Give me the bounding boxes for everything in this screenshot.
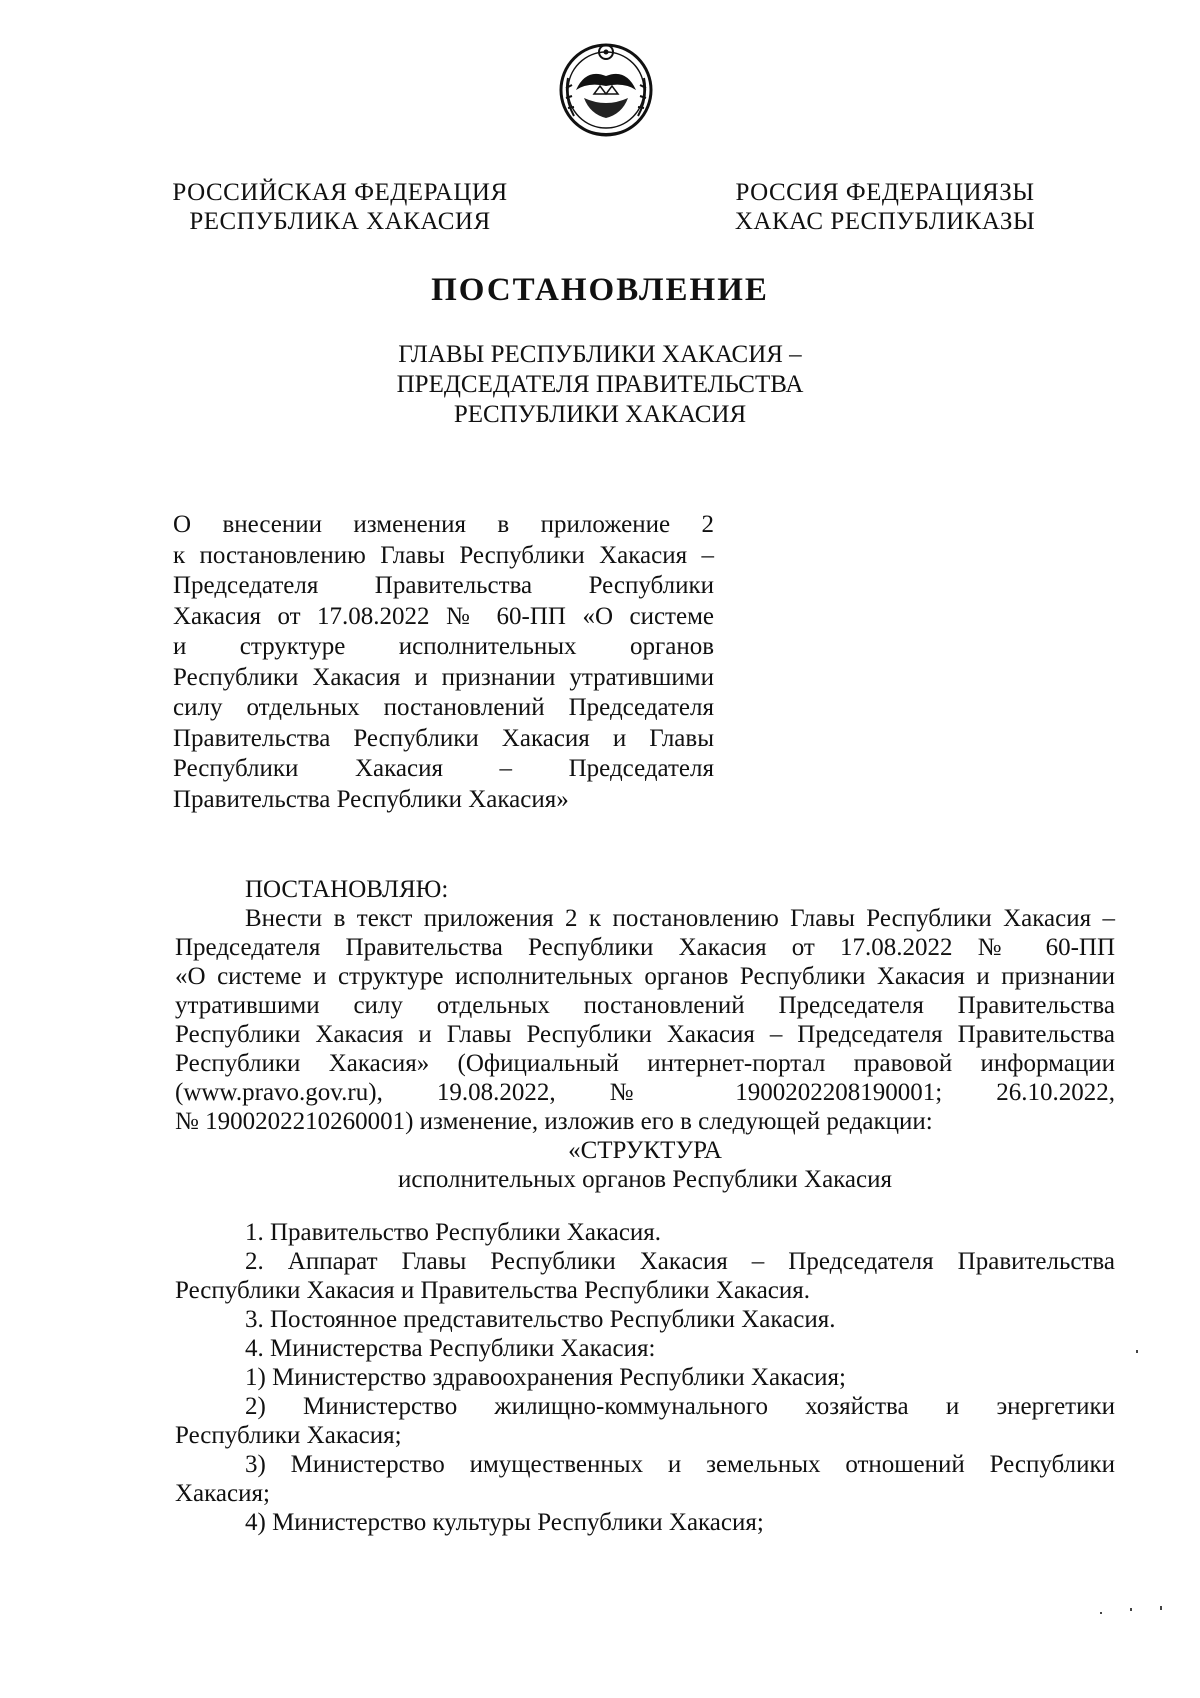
sub-list-item-continuation: Республики Хакасия; (175, 1422, 402, 1449)
structure-title: «СТРУКТУРА (568, 1137, 722, 1164)
sub-list-item: 4) Министерство культуры Республики Хакасия; (245, 1509, 764, 1536)
paragraph-line: Республики Хакасия» (Официальный интернет-портал правовой информации (175, 1050, 1115, 1077)
subject-line: Республики Хакасия – Председателя (173, 755, 714, 782)
list-item-continuation: Республики Хакасия и Правительства Республики Хакасия. (175, 1277, 811, 1304)
sub-list-item: 1) Министерство здравоохранения Республики Хакасия; (245, 1364, 846, 1391)
paragraph-line: Республики Хакасия и Главы Республики Хакасия – Председателя Правительства (175, 1021, 1115, 1048)
list-item: 2. Аппарат Главы Республики Хакасия – Председателя Правительства (245, 1248, 1115, 1275)
scan-speck (1130, 1608, 1132, 1611)
document-type-title: ПОСТАНОВЛЕНИЕ (431, 272, 769, 308)
structure-subtitle: исполнительных органов Республики Хакасия (397, 1166, 893, 1193)
list-item: 4. Министерства Республики Хакасия: (245, 1335, 656, 1362)
paragraph-line: Внести в текст приложения 2 к постановлению Главы Республики Хакасия – (245, 905, 1115, 932)
subject-block (173, 510, 714, 815)
subject-line: Правительства Республики Хакасия и Главы (173, 724, 714, 752)
spacer (175, 1194, 1115, 1218)
coat-of-arms-emblem (556, 38, 656, 140)
header-left-line: РЕСПУБЛИКА ХАКАСИЯ (189, 208, 491, 235)
header-right-line: ХАКАС РЕСПУБЛИКАЗЫ (734, 208, 1036, 235)
subject-line: Председателя Правительства Республики (173, 572, 714, 599)
sub-list-item: 3) Министерство имущественных и земельных отношений Республики (245, 1451, 1115, 1478)
scan-speck (1160, 1606, 1162, 1610)
scan-speck (1136, 1350, 1138, 1353)
subject-line: Правительства Республики Хакасия» (173, 785, 569, 813)
scan-speck (1100, 1612, 1102, 1614)
list-item: 3. Постоянное представительство Республики Хакасия. (245, 1306, 836, 1333)
paragraph-line: Председателя Правительства Республики Хакасия от 17.08.2022 № 60-ПП (175, 934, 1115, 961)
subject-line: силу отдельных постановлений Председателя (173, 694, 714, 721)
issuer-block (0, 340, 1200, 430)
paragraph-line: «О системе и структуре исполнительных органов Республики Хакасия и признании (175, 963, 1115, 990)
issuer-line: РЕСПУБЛИКИ ХАКАСИЯ (453, 401, 747, 428)
sub-list-item-continuation: Хакасия; (175, 1480, 270, 1507)
decree-word: ПОСТАНОВЛЯЮ: (245, 876, 449, 903)
paragraph-1 (175, 904, 1115, 1136)
list-item: 1. Правительство Республики Хакасия. (245, 1219, 662, 1246)
header-right-block (715, 178, 1055, 236)
header-left-block (170, 178, 510, 236)
paragraph-line: (www.pravo.gov.ru), 19.08.2022, № 1900202208190001; 26.10.2022, (175, 1079, 1115, 1106)
body-block (175, 875, 1115, 1537)
issuer-line: ГЛАВЫ РЕСПУБЛИКИ ХАКАСИЯ – (398, 341, 802, 368)
subject-line: Республики Хакасия и признании утратившими (173, 663, 714, 691)
issuer-line: ПРЕДСЕДАТЕЛЯ ПРАВИТЕЛЬСТВА (396, 371, 804, 398)
paragraph-line: № 1900202210260001) изменение, изложив его в следующей редакции: (175, 1108, 933, 1135)
sub-list-item: 2) Министерство жилищно-коммунального хозяйства и энергетики (245, 1393, 1115, 1420)
header-right-line: РОССИЯ ФЕДЕРАЦИЯЗЫ (735, 179, 1035, 206)
header-left-line: РОССИЙСКАЯ ФЕДЕРАЦИЯ (172, 179, 508, 206)
paragraph-line: утратившими силу отдельных постановлений Председателя Правительства (175, 992, 1115, 1019)
subject-line: Хакасия от 17.08.2022 № 60-ПП «О системе (173, 602, 714, 630)
subject-line: и структуре исполнительных органов (173, 633, 714, 660)
subject-line: О внесении изменения в приложение 2 (173, 511, 714, 538)
subject-line: к постановлению Главы Республики Хакасия – (173, 541, 714, 569)
